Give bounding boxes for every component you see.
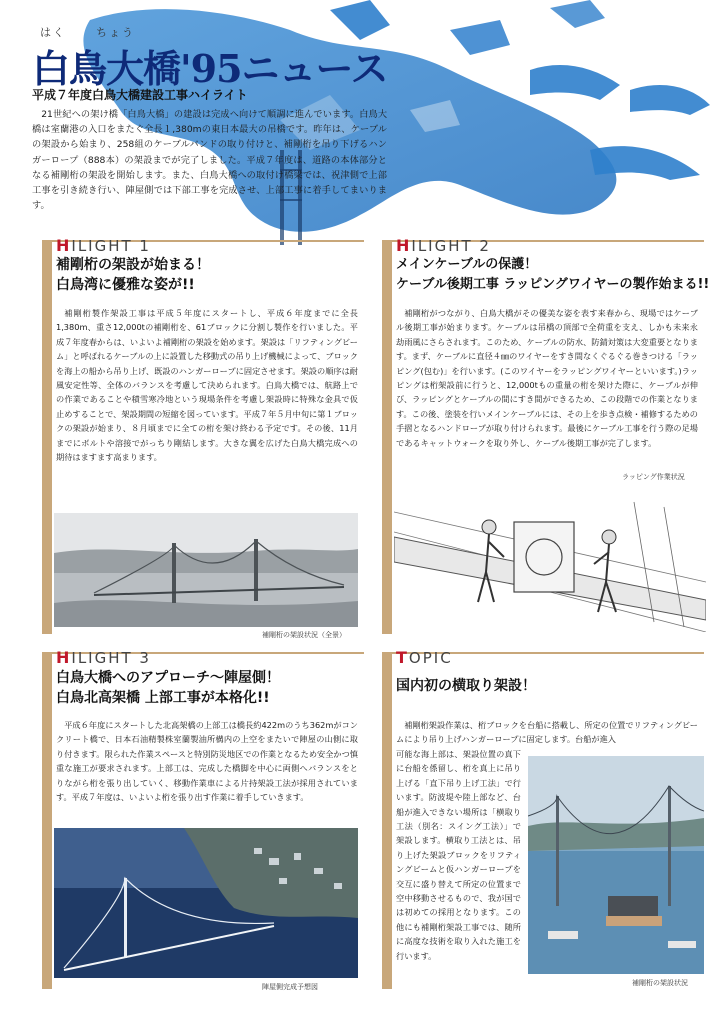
title-ruby-chou: ちょう <box>96 26 135 39</box>
hilight2-body: 補剛桁がつながり、白鳥大橋がその優美な姿を表す来春から、現場ではケーブル後期工事が始まります。ケーブルは吊橋の頂部で全荷重を支え、しかも未来永劫雨風にさらされます。このため、ケーブルの防水、防錆対策は大変重要となります。まず、ケーブルに直径４㎜のワイヤーをすき間なくぐるぐる巻きつける「ラッピング(包む)」を行います。(このワイヤーをラッピングワイヤーといいます。)ラッピングは桁架設前に行うと、12,000tもの重量の桁を架けた際に、ケーブルが伸び、ラッピングとケーブルの間にすき間ができるため、この段階での作業となります。この後、塗装を行いメインケーブルには、その上を歩き点検・補修するための手摺となるハンドロープが取り付けられます。最後にケーブル工事を行う際の足場であるキャットウォークを取り外し、ケーブル後期工事が完了します。 <box>396 308 698 448</box>
sidebar-hilight2 <box>382 242 392 634</box>
hilight1-label-rest: ILIGHT 1 <box>71 237 151 255</box>
hilight3-label-rest: ILIGHT 3 <box>71 649 151 667</box>
hilight2-label-initial: H <box>396 236 412 255</box>
hilight1-heading-line1: 補剛桁の架設が始まる！ <box>56 257 210 273</box>
topic-label-rest: OPIC <box>408 649 453 667</box>
hilight2-photo-caption: ラッピング作業状況 <box>622 473 685 481</box>
hilight1-heading-line2: 白鳥湾に優雅な姿が!! <box>56 277 195 293</box>
hilight1-heading <box>56 255 210 295</box>
sidebar-hilight3 <box>42 654 52 989</box>
topic-heading-line1: 国内初の横取り架設！ <box>396 678 536 694</box>
topic-body-rest: 可能な海上部は、架設位置の真下に台船を係留し、桁を真上に吊り上げる「直下吊り上げ工法」で行います。防波堤や陸上部など、台船が進入できない場所は「横取り工法（別名：スイング工法）」で架設します。横取り工法とは、吊り上げた架設ブロックをリフティングビームと仮ハンガーロープを交互に盛り替えて所定の位置まで空中移動させるもので、我が国では初めての採用となります。この他にも補剛桁架設工事では、随所に高度な技術を取り入れた施工を行います。 <box>396 749 521 961</box>
hilight1-label <box>56 236 151 255</box>
hilight2-heading <box>396 255 709 295</box>
page-title: 白鳥大橋'95ニュース <box>32 46 388 91</box>
cable-wrapping-illustration <box>394 482 706 632</box>
title-ruby-haku: はく <box>40 26 66 39</box>
hilight3-label-initial: H <box>56 648 72 667</box>
sidebar-topic <box>382 654 392 989</box>
hilight3-heading-line1: 白鳥大橋へのアプローチ～陣屋側！ <box>56 670 280 686</box>
topic-body-top: 補剛桁架設作業は、桁ブロックを台船に搭載し、所定の位置でリフティングビームにより吊り上げハンガーロープに固定します。台船が進入 <box>396 720 698 745</box>
hilight3-heading <box>56 668 280 708</box>
hilight3-heading-line2: 白鳥北高架橋 上部工事が本格化!! <box>56 690 270 706</box>
hilight2-heading-line2: ケーブル後期工事 ラッピングワイヤーの製作始まる!! <box>396 277 710 292</box>
lateral-erection-photo <box>528 756 704 974</box>
topic-label-initial: T <box>396 648 409 667</box>
intro-paragraph: 21世紀への架け橋「白鳥大橋」の建設は完成へ向けて順調に進んでいます。白鳥大橋は室蘭港の入口をまたぐ全長１,380mの東日本最大の吊橋です。昨年は、ケーブルの架設から始まり、258組のケーブルバンドの取り付けと、補剛桁を吊り下げるハンガーロープ（888本）の架設までが完了しました。平成７年度は、道路の本体部分となる補剛桁の架設を開始します。また、白鳥大橋への取付け橋梁では、祝津側で上部工事を引き続き行い、陣屋側では下部工事を完成させ、上部工事に着手してまいります。 <box>32 109 387 212</box>
hilight2-heading-line1: メインケーブルの保護！ <box>396 257 538 272</box>
hilight2-label-rest: ILIGHT 2 <box>411 237 491 255</box>
hilight2-label <box>396 236 491 255</box>
topic-photo-caption: 補剛桁の架設状況 <box>632 979 688 987</box>
topic-label <box>396 648 453 667</box>
hilight1-photo-caption: 補剛桁の架設状況（全景） <box>262 631 346 639</box>
hilight3-label <box>56 648 151 667</box>
hilight3-photo-caption: 陣屋側完成予想図 <box>262 983 318 991</box>
topic-heading <box>396 676 536 696</box>
hilight3-body: 平成６年度にスタートした北高架橋の上部工は橋長約422mのうち362mがコンクリート橋で、日本石油精製株室蘭製油所構内の上空をまたいで陣屋の山側に取り付きます。限られた作業スペースと特別防災地区での作業となるため安全かつ慎重な施工が要求されます。上部工は、完成した橋脚を中心に両側へバランスをとりながら桁を張り出していく、移動作業車による片持架設工法が採用されています。平成７年度は、いよいよ桁を張り出す作業に着手していきます。 <box>56 720 358 803</box>
hilight1-label-initial: H <box>56 236 72 255</box>
hilight1-body: 補剛桁製作架設工事は平成５年度にスタートし、平成６年度までに全長1,380m、重さ12,000tの補剛桁を、61ブロックに分割し製作を行いました。平成７年度春からは、いよいよ補剛桁の架設を始めます。架設は「リフティングビーム」と呼ばれるケーブルの上に設置した移動式の吊り上げ機械によって、ブロックを海上の船から吊り上げ、既設のハンガーロープに固定させます。架設の順序は耐風安定性等、全体のバランスを考慮して決められます。白鳥大橋では、航路上での作業であることや積雪寒冷地という現場条件を考慮し架設時に特殊な金具で仮止めすることで、架設期間の短縮を図っています。平成７年５月中旬に第１ブロックの架設が始まり、８月頃までに全ての桁を架け終わる予定です。その後、11月までにボルトや溶接でがっちり剛結します。大きな翼を広げた白鳥大橋完成への期待はますます高まります。 <box>56 308 358 463</box>
jinya-side-rendering <box>54 828 358 978</box>
sidebar-hilight1 <box>42 242 52 634</box>
bridge-construction-photo <box>54 513 358 627</box>
page-subtitle: 平成７年度白鳥大橋建設工事ハイライト <box>32 88 248 102</box>
